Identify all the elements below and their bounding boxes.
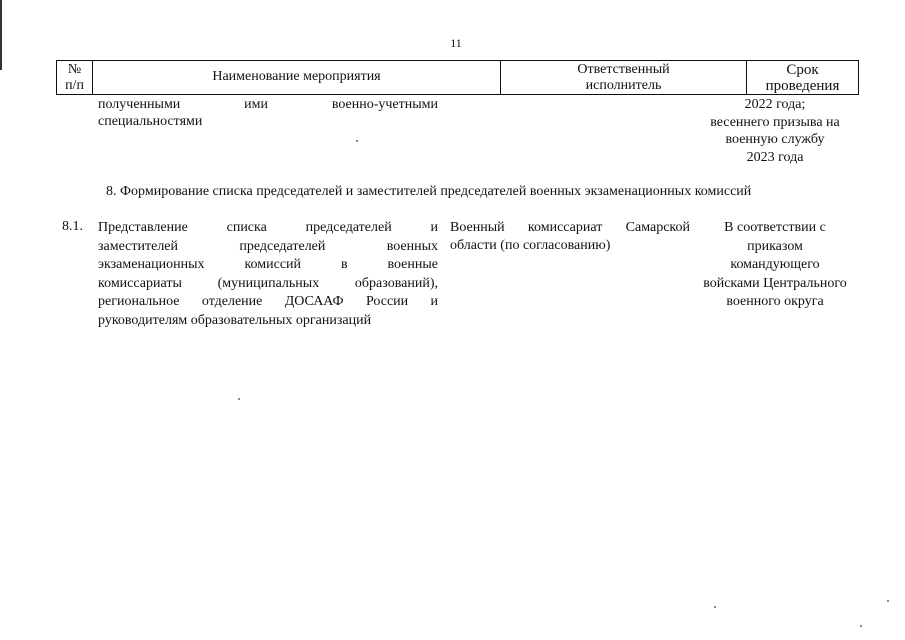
- item-term-line: войсками Центрального: [703, 275, 847, 291]
- scan-margin-line: [0, 0, 2, 70]
- continuation-term-line: 2023 года: [746, 149, 804, 165]
- scan-speck: [714, 606, 716, 608]
- header-col-responsible: [501, 61, 747, 94]
- continuation-event-text: [98, 96, 438, 130]
- scan-speck: [238, 398, 240, 400]
- item-term-line: приказом: [747, 238, 803, 254]
- header-col-term-line1: Срок: [786, 62, 819, 78]
- scan-speck: [887, 600, 889, 602]
- item-event-line: заместителей председателей военных: [98, 238, 438, 254]
- header-col-responsible-line2: исполнитель: [585, 78, 662, 93]
- page-number: 11: [450, 36, 462, 50]
- item-term-line: В соответствии с: [724, 220, 826, 235]
- item-event-line: региональное отделение ДОСААФ России и: [98, 294, 438, 310]
- continuation-event-line: специальностями: [98, 114, 203, 129]
- continuation-term-line: 2022 года;: [744, 97, 806, 112]
- item-term-line: командующего: [730, 257, 820, 273]
- header-col-name: Наименование мероприятия: [93, 61, 501, 94]
- item-responsible: [450, 219, 690, 254]
- header-col-term-line2: проведения: [765, 78, 840, 94]
- item-event-line: комиссариаты (муниципальных образований),: [98, 275, 438, 291]
- table-header: [56, 60, 859, 95]
- continuation-event-line: полученными ими военно-учетными: [98, 97, 438, 112]
- continuation-term: [695, 96, 855, 166]
- header-col-number-line2: п/п: [65, 78, 84, 93]
- item-event-line: Представление списка председателей и: [98, 220, 438, 235]
- header-col-number: [57, 61, 93, 94]
- item-term: [695, 219, 855, 312]
- item-event-line: экзаменационных комиссий в военные: [98, 257, 438, 273]
- header-col-number-line1: №: [67, 62, 82, 77]
- item-term-line: военного округа: [726, 294, 824, 310]
- item-number: 8.1.: [62, 219, 83, 234]
- item-event-line: руководителям образовательных организаций: [98, 312, 372, 328]
- continuation-term-line: весеннего призыва на: [710, 114, 840, 130]
- scan-speck: [860, 625, 862, 627]
- section-title: 8. Формирование списка председателей и заместителей председателей военных экзаменационных комиссий: [106, 184, 752, 199]
- item-responsible-line: области (по согласованию): [450, 237, 611, 253]
- header-col-responsible-line1: Ответственный: [577, 62, 670, 77]
- header-col-term: [747, 61, 858, 94]
- continuation-term-line: военную службу: [725, 132, 825, 147]
- scan-speck: [356, 140, 358, 142]
- item-responsible-line: Военный комиссариат Самарской: [450, 220, 690, 235]
- item-event-text: [98, 219, 438, 331]
